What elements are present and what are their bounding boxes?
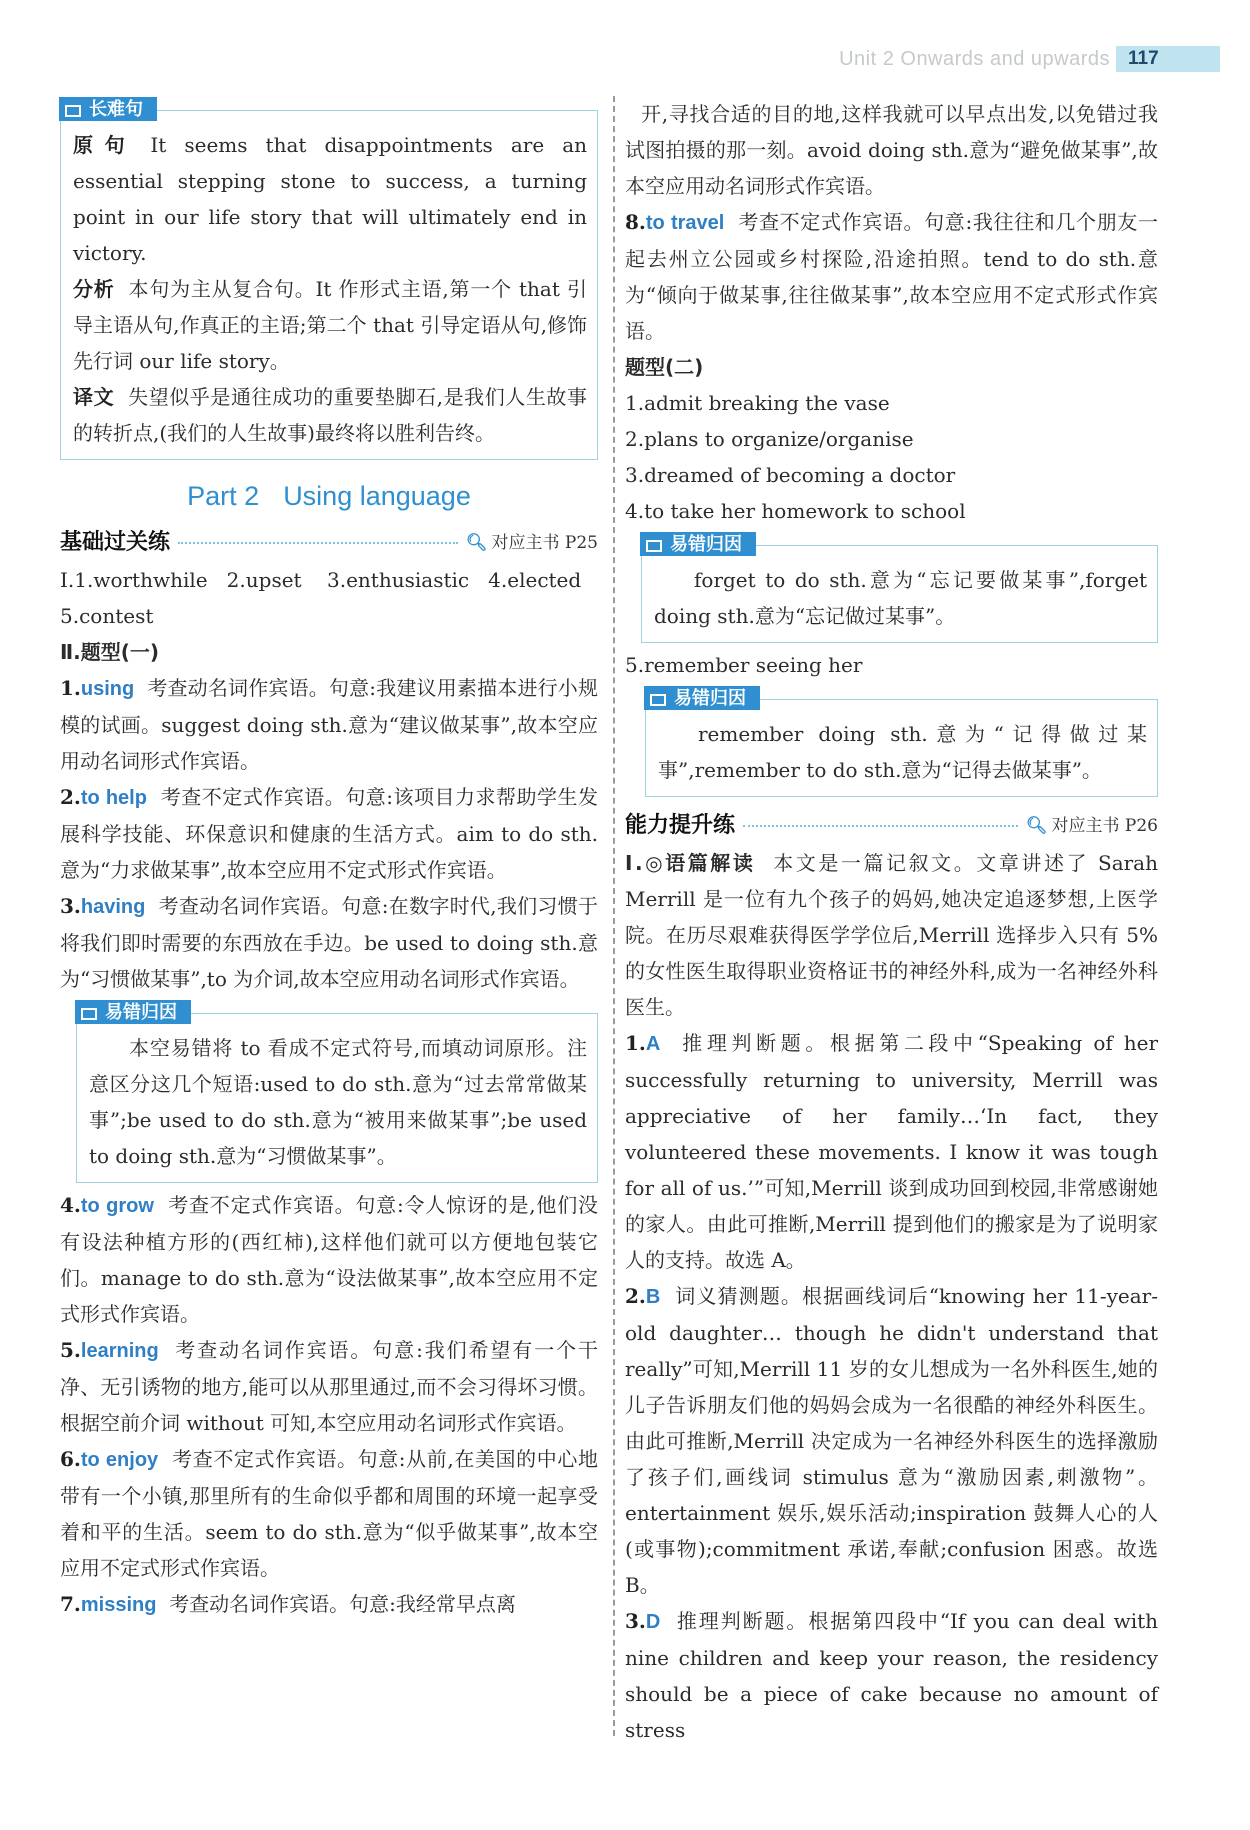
error-box-3: 易错归因 remember doing sth.意为“记得做过某事”,remember to do sth.意为“记得去做某事”。 — [645, 699, 1158, 797]
answers-line-2: 5.contest — [60, 604, 154, 628]
long-sentence-box: 长难句 原句 It seems that disappointments are an essential stepping stone to success, a turning point in our life story that will ultimately end in victory. 分析 本句为主从复合句。It 作形式主语,第一个 that 引导主语从句,作真正的主语;第二个 that 引导定语从句,修饰先行词 our life story。 译文 失望似乎是通往成功的重要垫脚石,是我们人生故事的转折点,(我们的人生故事)最终将以胜利告终。 — [60, 110, 598, 460]
section-basic: 基础过关练 🔍︎ 对应主书 P25 — [60, 530, 598, 555]
answer-word: B — [645, 1286, 661, 1308]
analysis: 本句为主从复合句。It 作形式主语,第一个 that 引导主语从句,作真正的主语;第二个 that 引导定语从句,修饰先行词 our life story。 — [73, 277, 587, 373]
answer-item: 1.using 考查动名词作宾语。句意:我建议用素描本进行小规模的试画。suggest doing sth.意为“建议做某事”,故本空应用动名词形式作宾语。 — [60, 676, 598, 773]
answer-word: to grow — [80, 1195, 154, 1217]
list-item: 3.dreamed of becoming a doctor — [625, 463, 956, 487]
answer-list-3 — [625, 1025, 1158, 1748]
answer-word: to enjoy — [80, 1449, 159, 1471]
answer-word: having — [80, 896, 146, 918]
answer-item: 5.learning 考查动名词作宾语。句意:我们希望有一个干净、无引诱物的地方,能可以从那里通过,而不会习得坏习惯。根据空前介词 without 可知,本空应用动名词形式作宾语。 — [60, 1338, 598, 1435]
left-column — [60, 96, 598, 1623]
error-box-1 — [76, 1002, 598, 1183]
answer-word: missing — [80, 1594, 157, 1616]
answer-word: learning — [80, 1340, 159, 1362]
answer-word: to help — [80, 787, 147, 809]
answer-list-2 — [60, 1187, 598, 1623]
list-item: 2.plans to organize/organise — [625, 427, 914, 451]
column-divider — [613, 96, 615, 1736]
error-note: 本空易错将 to 看成不定式符号,而填动词原形。注意区分这几个短语:used to do sth.意为“过去常常做某事”;be used to do sth.意为“被用来做某事”;be used to doing sth.意为“习惯做某事”。 — [89, 1036, 587, 1168]
type-2-title: 题型(二) — [625, 355, 704, 379]
page-header — [0, 44, 1250, 74]
book-icon — [81, 1008, 97, 1020]
search-icon: 🔍︎ — [1025, 816, 1048, 836]
answer-list-1 — [60, 670, 598, 997]
answer-item: 6.to enjoy 考查不定式作宾语。句意:从前,在美国的中心地带有一个小镇,那里所有的生命似乎都和周围的环境一起享受着和平的生活。seem to do sth.意为“似乎做某事”,故本空应用不定式形式作宾语。 — [60, 1447, 598, 1580]
answer-item: 7.missing 考查动名词作宾语。句意:我经常早点离 — [60, 1592, 516, 1616]
part-title: Part 2 Using language — [187, 481, 471, 511]
section-advanced: 能力提升练 🔍︎ 对应主书 P26 — [625, 813, 1158, 838]
book-icon — [65, 105, 81, 117]
answer-word: D — [645, 1611, 661, 1633]
error-tag: 易错归因 — [644, 686, 760, 710]
answer-item: 2.B 词义猜测题。根据画线词后“knowing her 11-year-old daughter… though he didn't understand that really”可知,Merrill 11 岁的女儿想成为一名外科医生,她的儿子告诉朋友们他的妈妈会成为一名很酷的神经外科医生。由此可推断,Merrill 决定成为一名神经外科医生的选择激励了孩子们,画线词 stimulus 意为“激励因素,刺激物”。entertainment 娱乐,娱乐活动;inspiration 鼓舞人心的人(或事物);commitment 承诺,奉献;confusion 困惑。故选 B。 — [625, 1284, 1158, 1597]
right-column — [625, 96, 1158, 1748]
search-icon: 🔍︎ — [465, 533, 488, 553]
book-icon — [650, 694, 666, 706]
answer-item: 4.to grow 考查不定式作宾语。句意:令人惊讶的是,他们没有设法种植方形的(西红柿),这样他们就可以方便地包装它们。manage to do sth.意为“设法做某事”,故本空应用不定式形式作宾语。 — [60, 1193, 598, 1326]
answer-word: A — [645, 1033, 661, 1055]
long-sentence-tag: 长难句 — [59, 97, 157, 121]
reading-summary: Ⅰ.◎语篇解读 本文是一篇记叙文。文章讲述了 Sarah Merrill 是一位有九个孩子的妈妈,她决定追逐梦想,上医学院。在历尽艰难获得医学学位后,Merrill 选择步入只有 5% 的女性医生取得职业资格证书的神经外科,成为一名神经外科医生。 — [625, 851, 1158, 1019]
error-tag: 易错归因 — [640, 532, 756, 556]
answer-word: using — [80, 678, 135, 700]
answer-item: 8.to travel 考查不定式作宾语。句意:我往往和几个朋友一起去州立公园或乡村探险,沿途拍照。tend to do sth.意为“倾向于做某事,往往做某事”,故本空应用不定式形式作宾语。 — [625, 210, 1158, 343]
translation: 失望似乎是通往成功的重要垫脚石,是我们人生故事的转折点,(我们的人生故事)最终将以胜利告终。 — [73, 385, 588, 445]
error-box-2: 易错归因 forget to do sth.意为“忘记要做某事”,forget doing sth.意为“忘记做过某事”。 — [641, 545, 1158, 643]
unit-title: Unit 2 Onwards and upwards — [839, 48, 1110, 70]
error-tag: 易错归因 — [75, 1000, 191, 1024]
answer-item: 1.A 推理判断题。根据第二段中“Speaking of her successfully returning to university, Merrill was appreciative of her family…‘In fact, they volunteered these movements. I know it was tough for all of us.’”可知,Merrill 谈到成功回到校园,非常感谢她的家人。由此可推断,Merrill 提到他们的搬家是为了说明家人的支持。故选 A。 — [625, 1031, 1159, 1272]
book-icon — [646, 540, 662, 552]
list-item: 1.admit breaking the vase — [625, 391, 890, 415]
answer-item: 3.D 推理判断题。根据第四段中“If you can deal with nine children and keep your reason, the residency should be a piece of cake because no amount of stress — [625, 1609, 1159, 1742]
answer-item: 3.having 考查动名词作宾语。句意:在数字时代,我们习惯于将我们即时需要的东西放在手边。be used to doing sth.意为“习惯做某事”,to 为介词,故本空应用动名词形式作宾语。 — [60, 894, 598, 991]
type-1-title: Ⅱ.题型(一) — [60, 640, 160, 664]
original-sentence: It seems that disappointments are an essential stepping stone to success, a turning point in our life story that will ultimately end in victory. — [73, 133, 588, 265]
answer-item: 2.to help 考查不定式作宾语。句意:该项目力求帮助学生发展科学技能、环保意识和健康的生活方式。aim to do sth.意为“力求做某事”,故本空应用不定式形式作宾语。 — [60, 785, 599, 882]
list-item: 5.remember seeing her — [625, 653, 863, 677]
page-number: 117 — [1116, 46, 1220, 72]
list-item: 4.to take her homework to school — [625, 499, 966, 523]
answers-line-1: Ⅰ.1.worthwhile 2.upset 3.enthusiastic 4.elected — [60, 568, 582, 592]
item7-continued: 开,寻找合适的目的地,这样我就可以早点出发,以免错过我试图拍摄的那一刻。avoid doing sth.意为“避免做某事”,故本空应用动名词形式作宾语。 — [625, 102, 1158, 198]
